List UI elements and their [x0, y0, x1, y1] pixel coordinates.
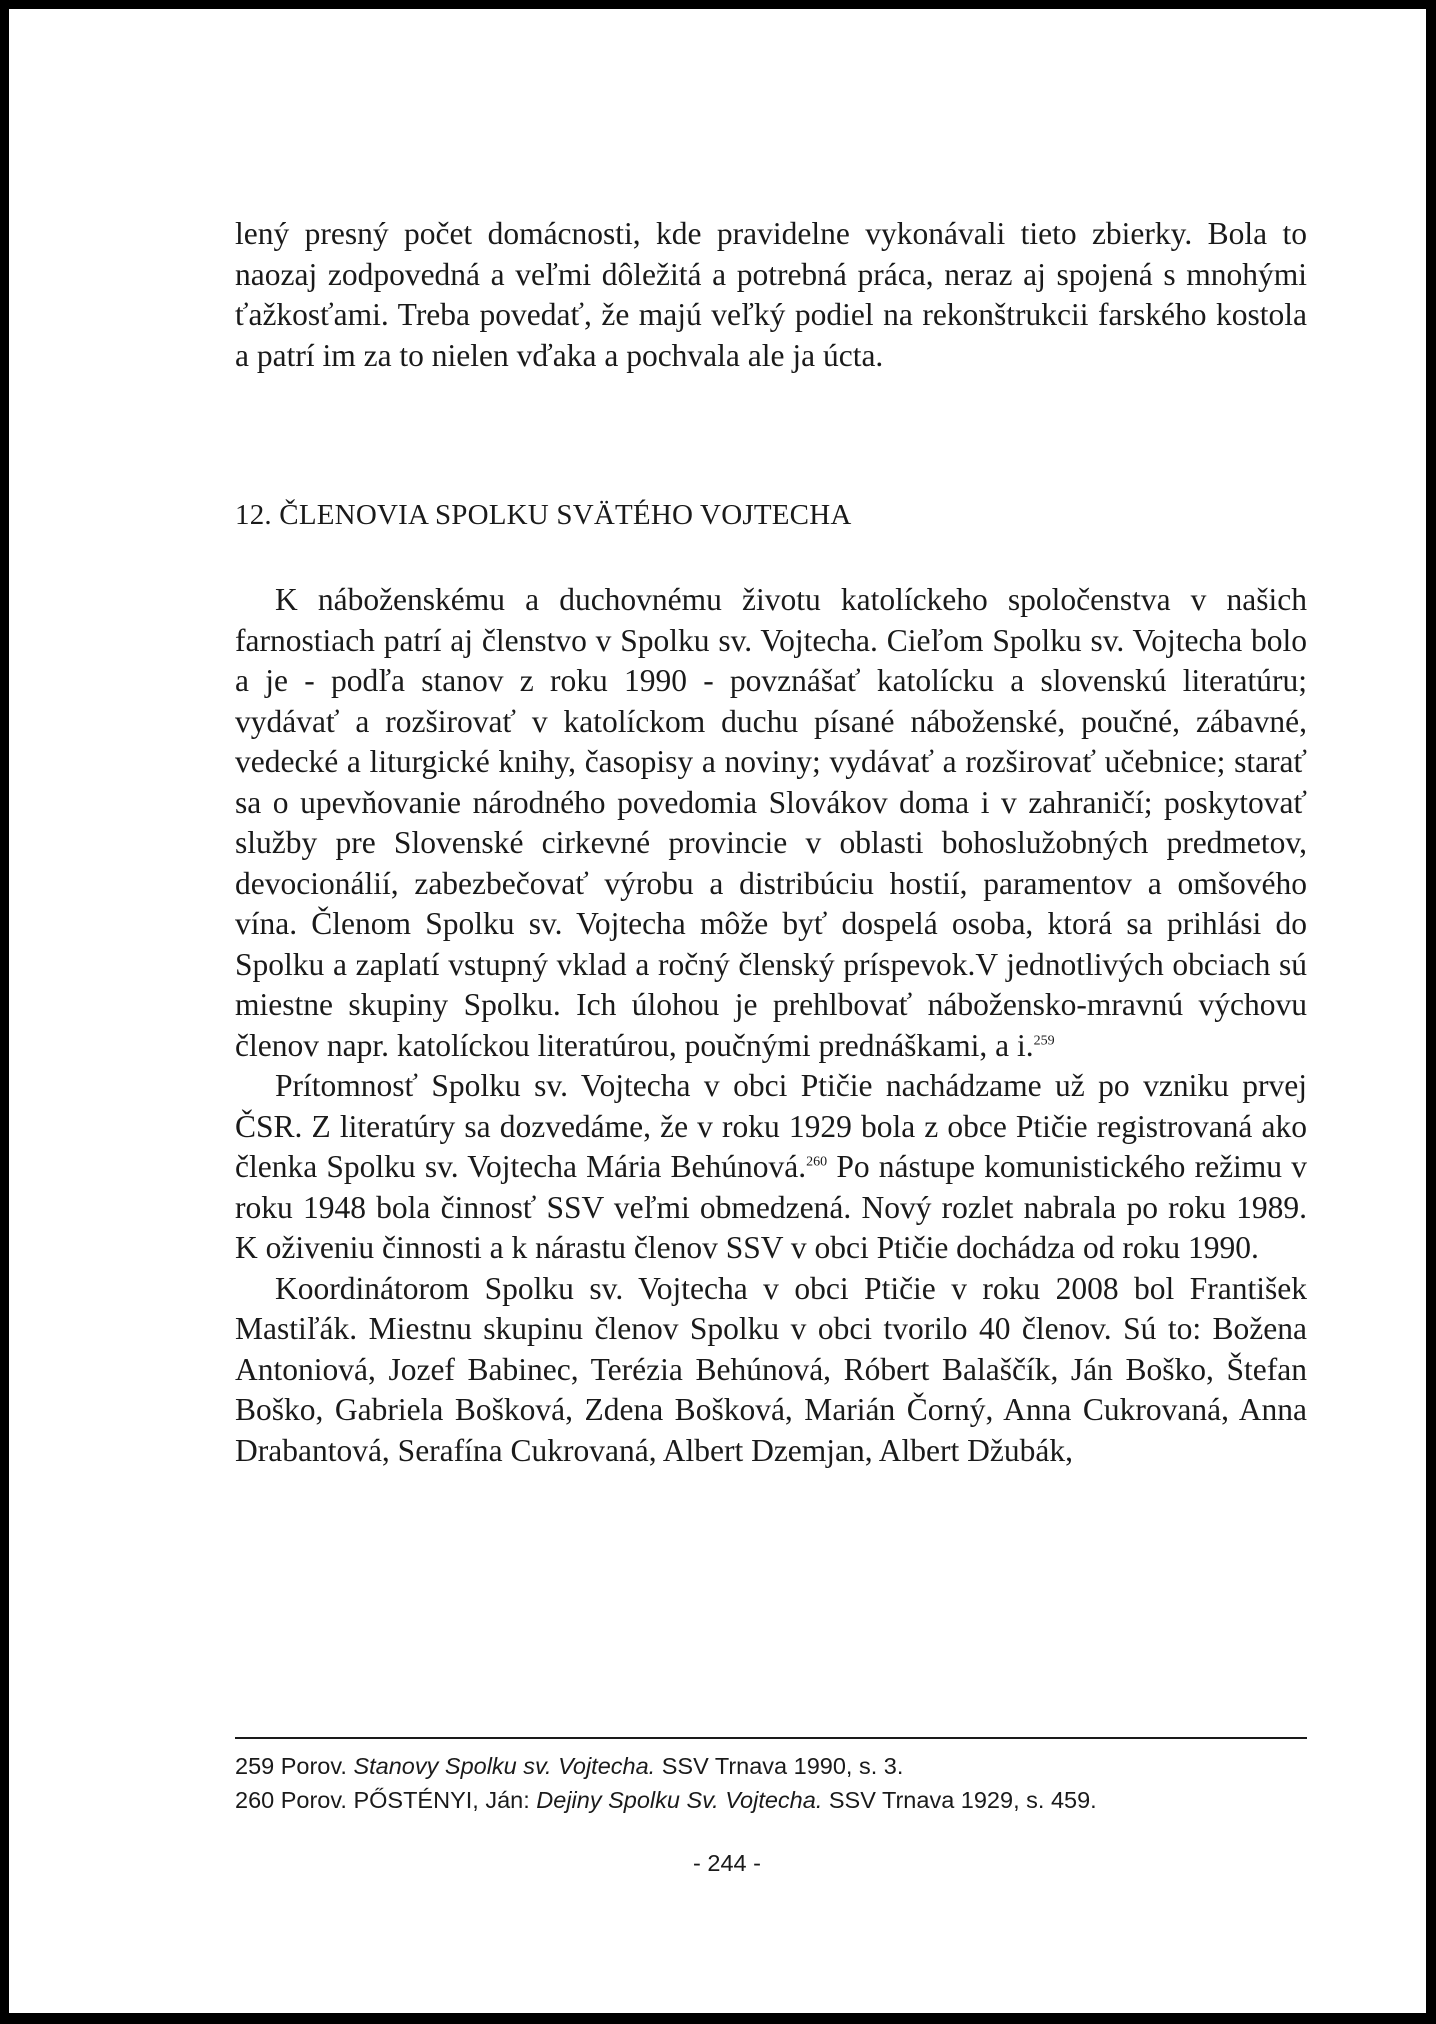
footnote-ref-259: 259	[1033, 1033, 1055, 1048]
intro-text-block	[235, 214, 1307, 376]
footnote-260-suffix: SSV Trnava 1929, s. 459.	[822, 1787, 1097, 1813]
paragraph-2	[235, 1066, 1307, 1269]
footnote-259-prefix: 259 Porov.	[235, 1753, 354, 1779]
footnote-259	[235, 1749, 1307, 1783]
footnote-260-prefix: 260 Porov. PŐSTÉNYI, Ján:	[235, 1787, 537, 1813]
footnote-260-title: Dejiny Spolku Sv. Vojtecha.	[536, 1787, 823, 1813]
footnote-separator	[235, 1737, 1307, 1739]
paragraph-2-text-b: Po nástupe komunistického režimu v roku 1948 bola činnosť SSV veľmi obmedzená. Nový rozlet nabrala po roku 1989. K oživeniu činnosti a k nárastu členov SSV v obci Ptičie dochádza od roku 1990.	[235, 1149, 1307, 1265]
section-heading: 12. ČLENOVIA SPOLKU SVÄTÉHO VOJTECHA	[235, 499, 852, 531]
paragraph-2-text-a: Prítomnosť Spolku sv. Vojtecha v obci Ptičie nachádzame už po vzniku prvej ČSR. Z literatúry sa dozvedáme, že v roku 1929 bola z obce Ptičie registrovaná ako členka Spolku sv. Vojtecha Mária Behúnová.	[235, 1068, 1307, 1184]
footnote-259-title: Stanovy Spolku sv. Vojtecha.	[353, 1753, 656, 1779]
paragraph-1-text: K náboženskému a duchovnému životu katolíckeho spoločenstva v našich farnostiach patrí aj členstvo v Spolku sv. Vojtecha. Cieľom Spolku sv. Vojtecha bolo a je - podľa stanov z roku 1990 - povznášať katolícku a slovenskú literatúru; vydávať a rozširovať v katolíckom duchu písané náboženské, poučné, zábavné, vedecké a liturgické knihy, časopisy a noviny; vydávať a rozširovať učebnice; starať sa o upevňovanie národného povedomia Slovákov doma i v zahraničí; poskytovať služby pre Slovenské cirkevné provincie v oblasti bohoslužobných predmetov, devocionálií, zabezbečovať výrobu a distribúciu hostií, paramentov a omšového vína. Členom Spolku sv. Vojtecha môže byť dospelá osoba, ktorá sa prihlási do Spolku a zaplatí vstupný vklad a ročný členský príspevok.V jednotlivých obciach sú miestne skupiny Spolku. Ich úlohou je prehlbovať nábožensko-mravnú výchovu členov napr. katolíckou literatúrou, poučnými prednáškami, a i.	[235, 582, 1307, 1063]
footnote-260	[235, 1783, 1307, 1817]
footnotes	[235, 1749, 1307, 1817]
paragraph-3: Koordinátorom Spolku sv. Vojtecha v obci Ptičie v roku 2008 bol František Mastiľák. Miestnu skupinu členov Spolku v obci tvorilo 40 členov. Sú to: Božena Antoniová, Jozef Babinec, Terézia Behúnová, Róbert Balaščík, Ján Boško, Štefan Boško, Gabriela Bošková, Zdena Bošková, Marián Čorný, Anna Cukrovaná, Anna Drabantová, Serafína Cukrovaná, Albert Dzemjan, Albert Džubák,	[235, 1270, 1307, 1468]
footnote-259-suffix: SSV Trnava 1990, s. 3.	[655, 1753, 904, 1779]
paragraph-1	[235, 580, 1307, 1066]
intro-paragraph: lený presný počet domácnosti, kde pravidelne vykonávali tieto zbierky. Bola to naozaj zodpovedná a veľmi dôležitá a potrebná práca, neraz aj spojená s mnohými ťažkosťami. Treba povedať, že majú veľký podiel na rekonštrukcii farského kostola a patrí im za to nielen vďaka a pochvala ale ja úcta.	[235, 216, 1307, 373]
footnote-ref-260: 260	[806, 1154, 828, 1170]
page-number: - 244 -	[693, 1850, 761, 1876]
section-body	[235, 580, 1307, 1471]
